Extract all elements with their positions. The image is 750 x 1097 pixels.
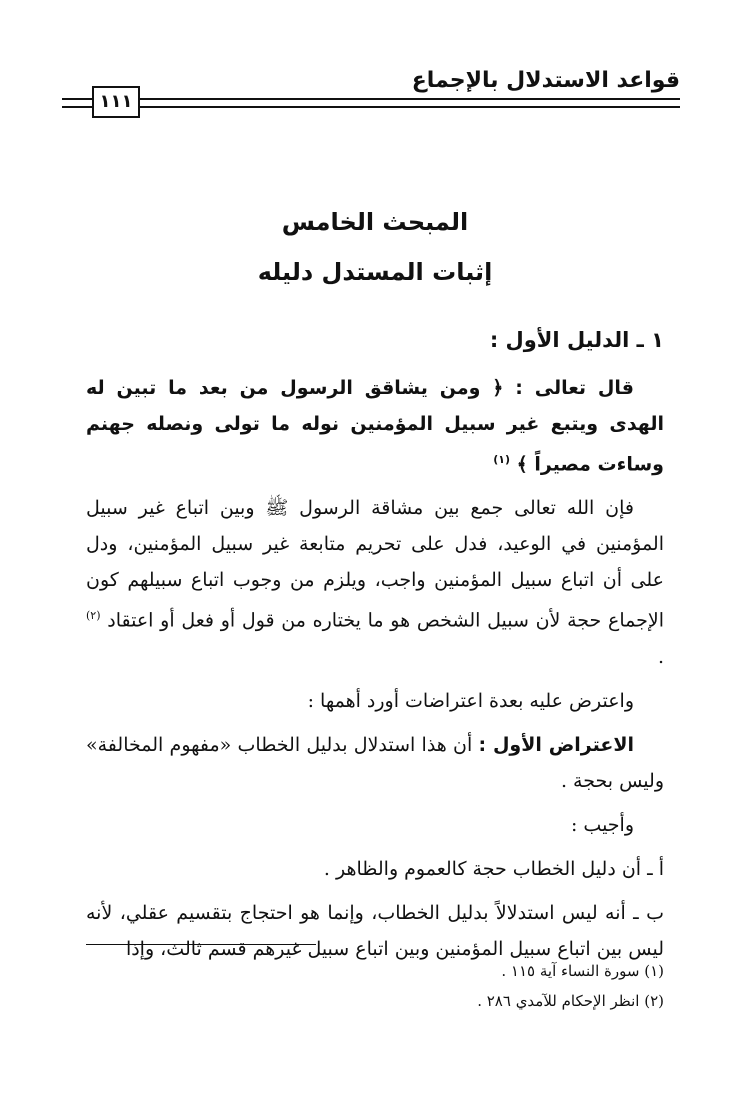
body-text <box>86 322 664 975</box>
explanation-end: . <box>657 645 664 668</box>
explanation-paragraph <box>86 490 664 674</box>
footnote-ref-2: (٢) <box>86 609 101 623</box>
first-objection-paragraph <box>86 727 664 799</box>
page-number: ١١١ <box>92 86 140 118</box>
explanation-text: فإن الله تعالى جمع بين مشاقة الرسول ﷺ وبين اتباع غير سبيل المؤمنين في الوعيد، فدل على تحريم متابعة غير سبيل المؤمنين، ودل على أن اتباع سبيل المؤمنين واجب، ويلزم من وجوب اتباع سبيلهم كون الإجماع حجة لأن سبيل الشخص هو ما يختاره من قول أو فعل أو اعتقاد <box>86 497 664 632</box>
answer-a: أ ـ أن دليل الخطاب حجة كالعموم والظاهر . <box>323 857 664 880</box>
section-subtitle: إثبات المستدل دليله <box>257 258 493 286</box>
footnote-ref-1: (١) <box>493 453 510 466</box>
answer-intro: وأجيب : <box>570 813 634 836</box>
heading-first-evidence: ١ ـ الدليل الأول : <box>489 328 664 352</box>
header-rule-left <box>62 98 88 108</box>
first-objection-label: الاعتراض الأول : <box>478 733 634 756</box>
section-title: المبحث الخامس <box>281 208 469 236</box>
header-rule <box>80 98 680 108</box>
footnotes <box>86 956 664 1016</box>
first-objection-text: أن هذا استدلال بدليل الخطاب «مفهوم المخالفة» وليس بحجة . <box>86 733 664 792</box>
quran-quote: قال تعالى : ﴿ ومن يشاقق الرسول من بعد ما تبين له الهدى ويتبع غير سبيل المؤمنين نوله ما تولى ونصله جهنم وساءت مصيراً ﴾ <box>86 377 664 476</box>
running-title: قواعد الاستدلال بالإجماع <box>411 68 680 93</box>
footnote-1: (١) سورة النساء آية ١١٥ . <box>501 962 664 980</box>
footnote-separator <box>86 944 316 945</box>
footnote-2: (٢) انظر الإحكام للآمدي ٢٨٦ . <box>477 992 664 1010</box>
quran-quote-paragraph <box>86 370 664 482</box>
answer-b: ب ـ أنه ليس استدلالاً بدليل الخطاب، وإنما هو احتجاج بتقسيم عقلي، لأنه ليس بين اتباع سبيل المؤمنين وبين اتباع سبيل غيرهم قسم ثالث، وإذا <box>86 901 664 960</box>
objections-intro: واعترض عليه بعدة اعتراضات أورد أهمها : <box>307 689 634 712</box>
